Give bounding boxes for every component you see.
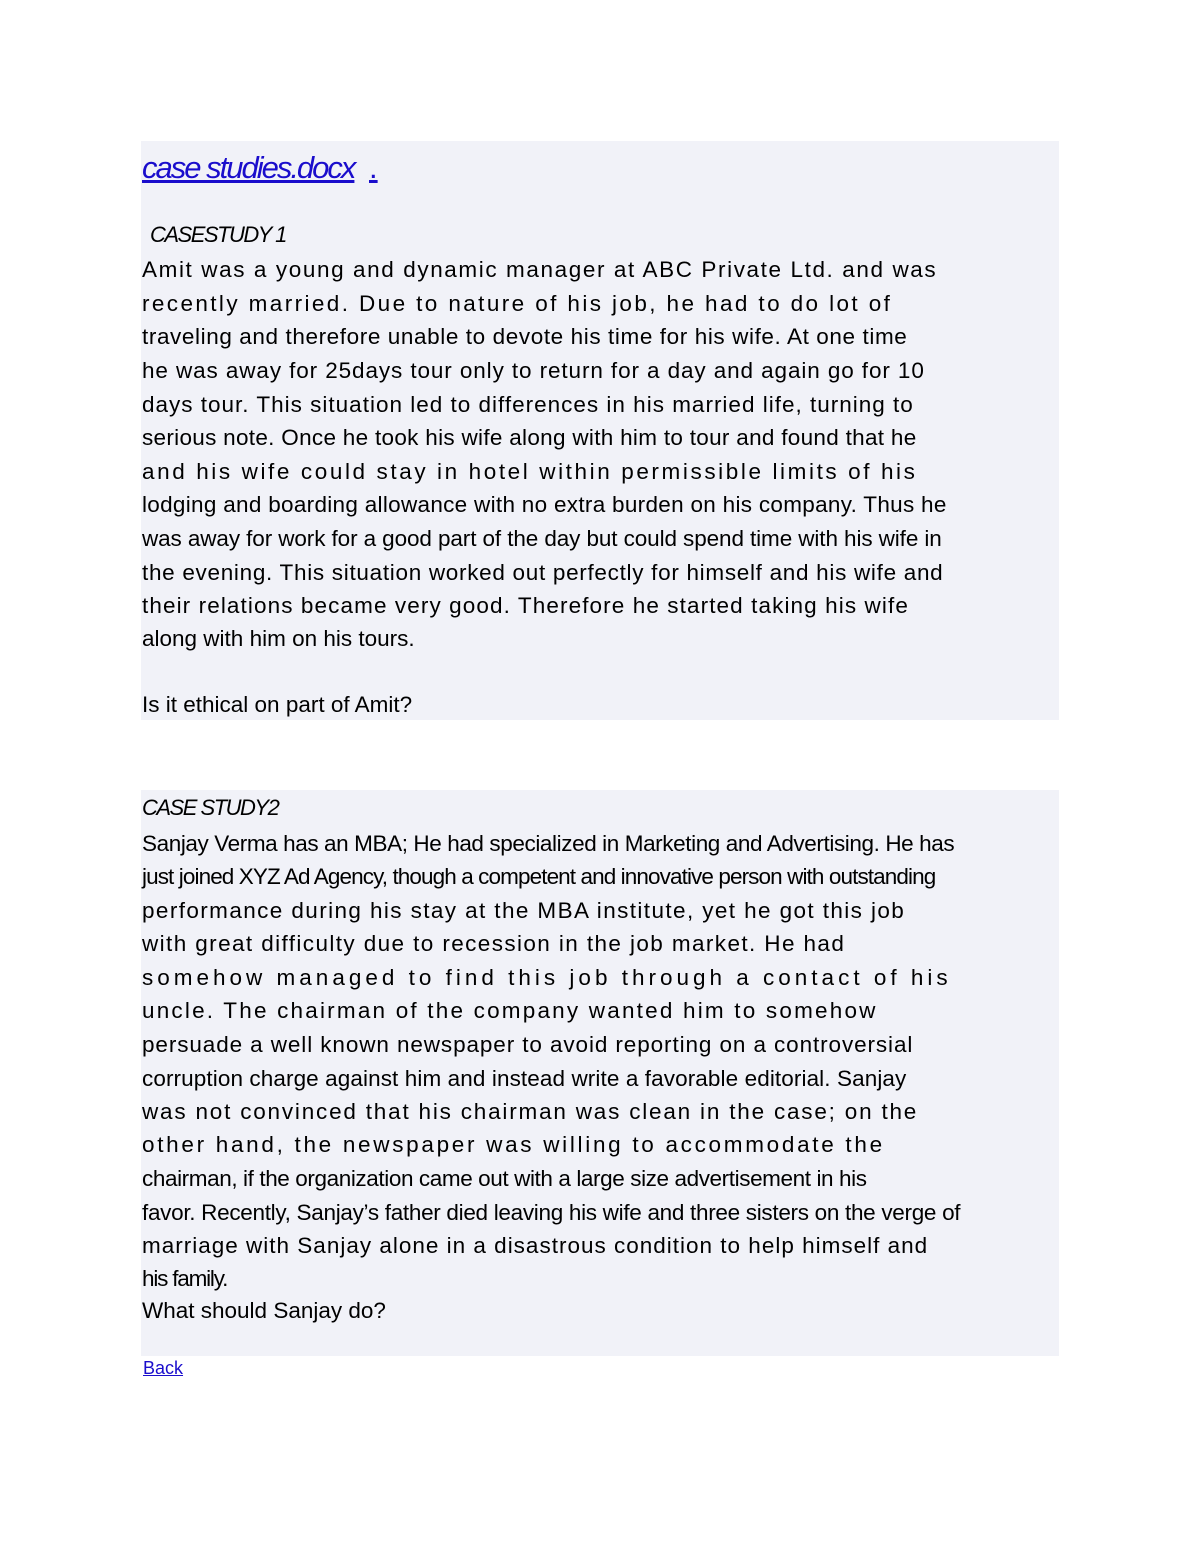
case-1-line-8: lodging and boarding allowance with no extra burden on his company. Thus he [142,492,947,517]
case-2-line-14: his family. [142,1266,228,1291]
case-2-line-6: uncle. The chairman of the company wanted him to somehow [142,998,878,1023]
case-1-line-4: he was away for 25days tour only to return for a day and again go for 10 [142,358,925,383]
case-study-2-heading: CASE STUDY2 [142,795,279,820]
case-2-line-10: other hand, the newspaper was willing to accommodate the [142,1132,885,1157]
back-link[interactable]: Back [143,1358,184,1378]
case-2-question: What should Sanjay do? [142,1298,386,1323]
case-1-question: Is it ethical on part of Amit? [142,692,413,717]
case-2-line-4: with great difficulty due to recession in the job market. He had [142,931,846,956]
case-1-line-3: traveling and therefore unable to devote his time for his wife. At one time [142,324,908,349]
case-2-line-13: marriage with Sanjay alone in a disastrous condition to help himself and [142,1233,929,1258]
document-file-link[interactable]: case studies.docx [142,150,355,185]
case-1-line-2: recently married. Due to nature of his job, he had to do lot of [142,291,893,316]
case-2-line-2: just joined XYZ Ad Agency, though a competent and innovative person with outstanding [142,864,936,889]
case-1-line-1: Amit was a young and dynamic manager at ABC Private Ltd. and was [142,257,938,282]
case-2-line-7: persuade a well known newspaper to avoid reporting on a controversial [142,1032,914,1057]
case-2-line-11: chairman, if the organization came out with a large size advertisement in his [142,1166,867,1191]
case-1-line-6: serious note. Once he took his wife along with him to tour and found that he [142,425,917,450]
case-2-line-3: performance during his stay at the MBA institute, yet he got this job [142,898,906,923]
case-study-1-heading: CASESTUDY 1 [150,222,286,247]
case-1-line-5: days tour. This situation led to differences in his married life, turning to [142,392,914,417]
case-2-line-1: Sanjay Verma has an MBA; He had specialized in Marketing and Advertising. He has [142,831,955,856]
case-1-line-9: was away for work for a good part of the day but could spend time with his wife in [142,526,942,551]
case-1-line-7: and his wife could stay in hotel within permissible limits of his [142,459,918,484]
case-1-line-11: their relations became very good. Therefore he started taking his wife [142,593,909,618]
document-file-link-suffix[interactable]: . [369,150,378,185]
case-2-line-5: somehow managed to find this job through a contact of his [142,965,952,990]
case-2-line-12: favor. Recently, Sanjay’s father died leaving his wife and three sisters on the verge of [142,1200,961,1225]
case-1-line-12: along with him on his tours. [142,626,415,651]
case-1-line-10: the evening. This situation worked out perfectly for himself and his wife and [142,560,944,585]
case-2-line-9: was not convinced that his chairman was clean in the case; on the [142,1099,919,1124]
case-2-line-8: corruption charge against him and instead write a favorable editorial. Sanjay [142,1066,907,1091]
